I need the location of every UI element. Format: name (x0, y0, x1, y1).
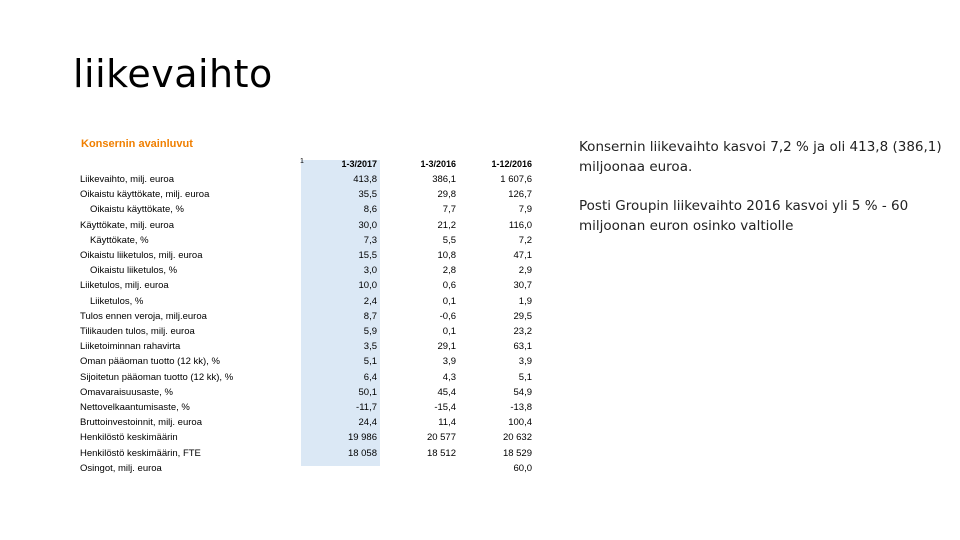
commentary (579, 137, 960, 255)
row-label: Osingot, milj. euroa (80, 462, 162, 474)
cell-value: 1,9 (518, 295, 532, 307)
table-row (80, 400, 532, 415)
cell-value: 29,1 (437, 341, 456, 353)
cell-value: 2,4 (363, 295, 377, 307)
cell-value: -0,6 (439, 310, 456, 322)
row-label: Henkilöstö keskimäärin, FTE (80, 447, 201, 459)
cell-value: 3,5 (363, 341, 377, 353)
cell-value: 3,0 (363, 265, 377, 277)
cell-value: 3,9 (442, 356, 456, 368)
text-line: Konsernin liikevaihto kasvoi 7,2 % ja oli 413,8 (386,1) (579, 139, 942, 155)
table-row (80, 172, 532, 187)
cell-value: 5,5 (442, 234, 456, 246)
cell-value: 7,2 (518, 234, 532, 246)
cell-value: 20 577 (426, 432, 456, 444)
row-label: Henkilöstö keskimäärin (80, 432, 178, 444)
cell-value: 0,6 (442, 280, 456, 292)
cell-value: 30,7 (513, 280, 532, 292)
table-row (80, 278, 532, 293)
cell-value: 2,8 (442, 265, 456, 277)
cell-value: 18 512 (426, 447, 456, 459)
cell-value: 19 986 (347, 432, 377, 444)
column-header-label (80, 150, 301, 172)
row-label: Oikaistu liiketulos, % (90, 265, 178, 277)
column-header: 1-12/2016 (491, 159, 532, 169)
table-row (80, 461, 532, 476)
row-label: Tilikauden tulos, milj. euroa (80, 326, 195, 338)
table-header-row (80, 150, 532, 172)
table-row (80, 324, 532, 339)
row-label: Oikaistu käyttökate, milj. euroa (80, 189, 210, 201)
row-label: Omavaraisuusaste, % (80, 386, 173, 398)
cell-value: 5,1 (518, 371, 532, 383)
cell-value: 11,4 (438, 417, 456, 429)
row-label: Oikaistu liiketulos, milj. euroa (80, 250, 203, 262)
table-marker: 1 (300, 158, 304, 165)
cell-value (301, 461, 377, 476)
cell-value: 10,0 (358, 280, 377, 292)
table-row (80, 446, 532, 461)
cell-value: -13,8 (510, 402, 532, 414)
cell-value: 45,4 (437, 386, 456, 398)
cell-value: 7,7 (442, 204, 456, 216)
cell-value: 413,8 (353, 174, 377, 185)
table-row (80, 187, 532, 202)
text-line: miljoonaa euroa. (579, 159, 693, 175)
cell-value: 126,7 (508, 189, 532, 201)
cell-value: 29,8 (437, 189, 456, 201)
table-row (80, 263, 532, 278)
cell-value: 6,4 (363, 371, 377, 383)
kpi-table-heading: Konsernin avainluvut (81, 138, 193, 150)
cell-value: 0,1 (442, 295, 456, 307)
row-label: Bruttoinvestoinnit, milj. euroa (80, 417, 202, 429)
cell-value: 30,0 (358, 219, 377, 231)
cell-value: 20 632 (502, 432, 532, 444)
cell-value: 7,3 (363, 234, 377, 246)
cell-value: -15,4 (434, 402, 456, 414)
cell-value: 8,6 (363, 204, 377, 216)
cell-value (377, 461, 456, 476)
table-row (80, 248, 532, 263)
cell-value: 116,0 (508, 219, 532, 231)
column-header: 1-3/2016 (420, 159, 456, 169)
cell-value: 1 607,6 (500, 174, 532, 185)
table-row (80, 233, 532, 248)
row-label: Liiketulos, milj. euroa (80, 280, 169, 292)
table-row (80, 430, 532, 445)
cell-value: 10,8 (437, 250, 456, 262)
table-row (80, 385, 532, 400)
text-line: Posti Groupin liikevaihto 2016 kasvoi yli 5 % - 60 (579, 198, 909, 214)
row-label: Sijoitetun pääoman tuotto (12 kk), % (80, 371, 234, 383)
row-label: Käyttökate, milj. euroa (80, 219, 174, 231)
row-label: Oman pääoman tuotto (12 kk), % (80, 356, 220, 368)
cell-value: 5,1 (363, 356, 377, 368)
table-row (80, 309, 532, 324)
cell-value: 18 058 (347, 447, 377, 459)
kpi-table (80, 150, 532, 476)
cell-value: 4,3 (442, 371, 456, 383)
row-label: Liiketulos, % (90, 295, 144, 307)
cell-value: 386,1 (432, 174, 456, 185)
cell-value: 47,1 (513, 250, 532, 262)
cell-value: 8,7 (363, 310, 377, 322)
cell-value: 23,2 (513, 326, 532, 338)
cell-value: 2,9 (518, 265, 532, 277)
row-label: Liiketoiminnan rahavirta (80, 341, 181, 353)
cell-value: 3,9 (518, 356, 532, 368)
table-row (80, 294, 532, 309)
text-line: miljoonan euron osinko valtiolle (579, 218, 794, 234)
paragraph-dividend (579, 196, 960, 236)
cell-value: 63,1 (513, 341, 532, 353)
cell-value: -11,7 (356, 402, 377, 414)
row-label: Tulos ennen veroja, milj.euroa (80, 310, 207, 322)
cell-value: 100,4 (508, 417, 532, 429)
cell-value: 15,5 (358, 250, 377, 262)
row-label: Nettovelkaantumisaste, % (80, 402, 190, 414)
cell-value: 54,9 (513, 386, 532, 398)
cell-value: 0,1 (442, 326, 456, 338)
table-row (80, 218, 532, 233)
table-row (80, 202, 532, 217)
kpi-table-panel (80, 138, 540, 474)
cell-value: 24,4 (358, 417, 377, 429)
table-row (80, 415, 532, 430)
table-row (80, 339, 532, 354)
cell-value: 50,1 (358, 386, 377, 398)
column-header: 1-3/2017 (341, 159, 377, 169)
cell-value: 5,9 (363, 326, 377, 338)
cell-value: 18 529 (502, 447, 532, 459)
table-row (80, 354, 532, 369)
cell-value: 35,5 (358, 189, 377, 201)
row-label: Liikevaihto, milj. euroa (80, 174, 174, 185)
cell-value: 21,2 (437, 219, 456, 231)
table-row (80, 370, 532, 385)
cell-value: 29,5 (513, 310, 532, 322)
row-label: Oikaistu käyttökate, % (90, 204, 184, 216)
paragraph-revenue-growth (579, 137, 960, 177)
cell-value: 60,0 (513, 462, 532, 474)
cell-value: 7,9 (518, 204, 532, 216)
row-label: Käyttökate, % (90, 234, 149, 246)
slide-title: liikevaihto (73, 52, 273, 96)
